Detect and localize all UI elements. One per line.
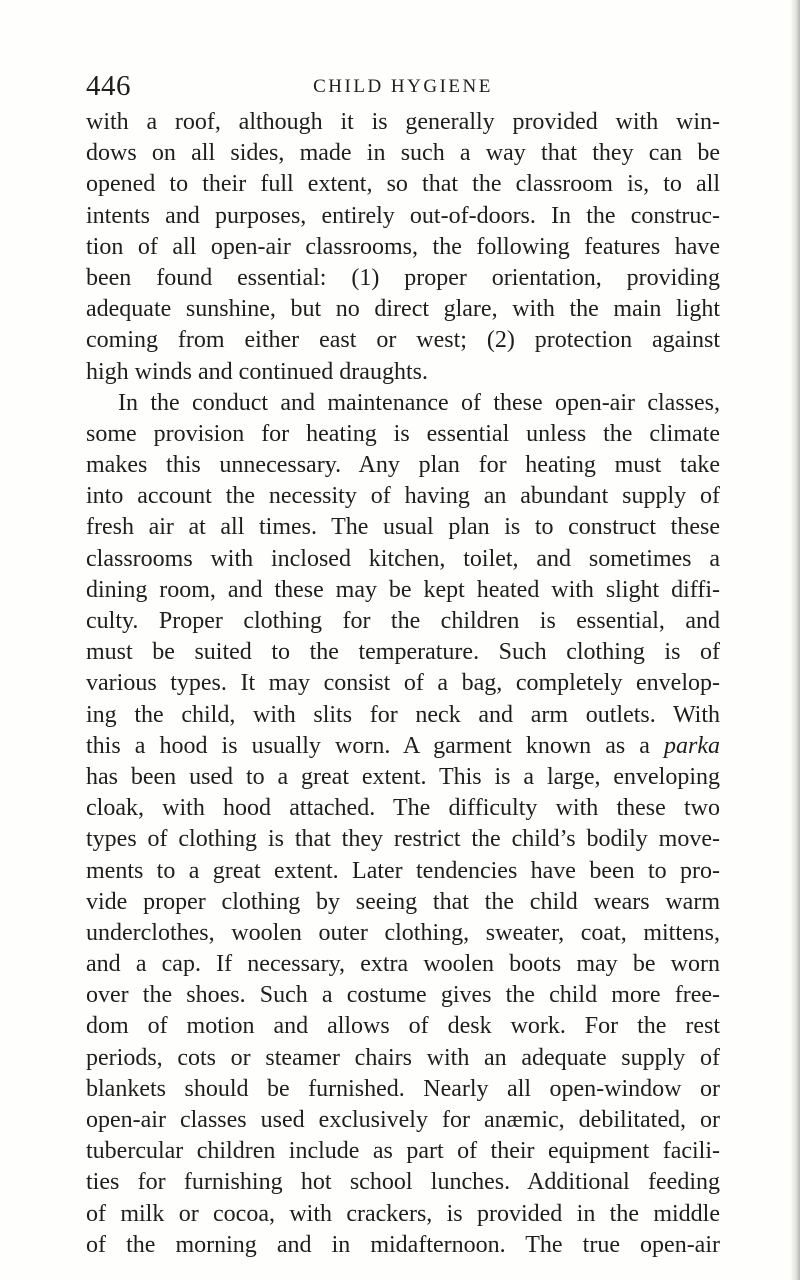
paragraph-1 — [86, 107, 720, 388]
text-line: over the shoes. Such a costume gives the child more free- — [86, 982, 720, 1009]
text-line: dows on all sides, made in such a way that they can be — [86, 140, 720, 167]
running-head — [86, 66, 720, 106]
text-line-with-italic — [86, 731, 720, 762]
text-line: intents and purposes, entirely out-of-doors. In the construc- — [86, 202, 720, 229]
text-line: opened to their full extent, so that the classroom is, to all — [86, 171, 720, 198]
page-edge-shadow — [790, 0, 800, 1280]
text-line: and a cap. If necessary, extra woolen boots may be worn — [86, 951, 720, 978]
text-line: tubercular children include as part of their equipment facili- — [86, 1138, 720, 1165]
text-line: types of clothing is that they restrict the child’s bodily move- — [86, 826, 720, 853]
italic-term: parka — [664, 732, 720, 759]
text-line: periods, cots or steamer chairs with an adequate supply of — [86, 1044, 720, 1071]
text-line: high winds and continued draughts. — [86, 358, 428, 385]
text-line: tion of all open-air classrooms, the following features have — [86, 233, 720, 260]
running-title: CHILD HYGIENE — [313, 76, 493, 97]
text-line: classrooms with inclosed kitchen, toilet, and sometimes a — [86, 545, 720, 572]
text-line: into account the necessity of having an abundant supply of — [86, 483, 720, 510]
text-line: open-air classes used exclusively for anæmic, debilitated, or — [86, 1107, 720, 1133]
text-line: cloak, with hood attached. The difficulty with these two — [86, 795, 720, 822]
body-text — [86, 107, 720, 1261]
page-number: 446 — [86, 70, 131, 102]
text-line: makes this unnecessary. Any plan for heating must take — [86, 452, 720, 479]
text-line: dining room, and these may be kept heated with slight diffi- — [86, 576, 720, 603]
paragraph-2 — [86, 388, 720, 1261]
text-line: with a roof, although it is generally provided with win- — [86, 109, 720, 135]
text-line: ties for furnishing hot school lunches. Additional feeding — [86, 1169, 720, 1196]
text-line: underclothes, woolen outer clothing, sweater, coat, mittens, — [86, 919, 720, 946]
text-line: dom of motion and allows of desk work. For the rest — [86, 1013, 720, 1040]
text-line: ments to a great extent. Later tendencies have been to pro- — [86, 857, 720, 884]
text-line: of the morning and in midafternoon. The true open-air — [86, 1231, 720, 1258]
text-line: coming from either east or west; (2) protection against — [86, 327, 720, 354]
text-line: has been used to a great extent. This is a large, enveloping — [86, 763, 720, 790]
text-line: culty. Proper clothing for the children is essential, and — [86, 608, 720, 634]
text-line: blankets should be furnished. Nearly all open-window or — [86, 1075, 720, 1102]
text-line: must be suited to the temperature. Such clothing is of — [86, 639, 720, 666]
text-line: adequate sunshine, but no direct glare, with the main light — [86, 296, 720, 323]
text-line: some provision for heating is essential unless the climate — [86, 420, 720, 447]
text-line: various types. It may consist of a bag, completely envelop- — [86, 670, 720, 697]
text-line: In the conduct and maintenance of these open-air classes, — [118, 389, 720, 416]
text-line: been found essential: (1) proper orientation, providing — [86, 264, 720, 291]
text-line: of milk or cocoa, with crackers, is provided in the middle — [86, 1200, 720, 1227]
text-line: ing the child, with slits for neck and arm outlets. With — [86, 701, 720, 728]
text-line-segment: this a hood is usually worn. A garment known as a — [86, 732, 664, 759]
text-line: vide proper clothing by seeing that the child wears warm — [86, 888, 720, 915]
text-line: fresh air at all times. The usual plan is to construct these — [86, 514, 720, 541]
